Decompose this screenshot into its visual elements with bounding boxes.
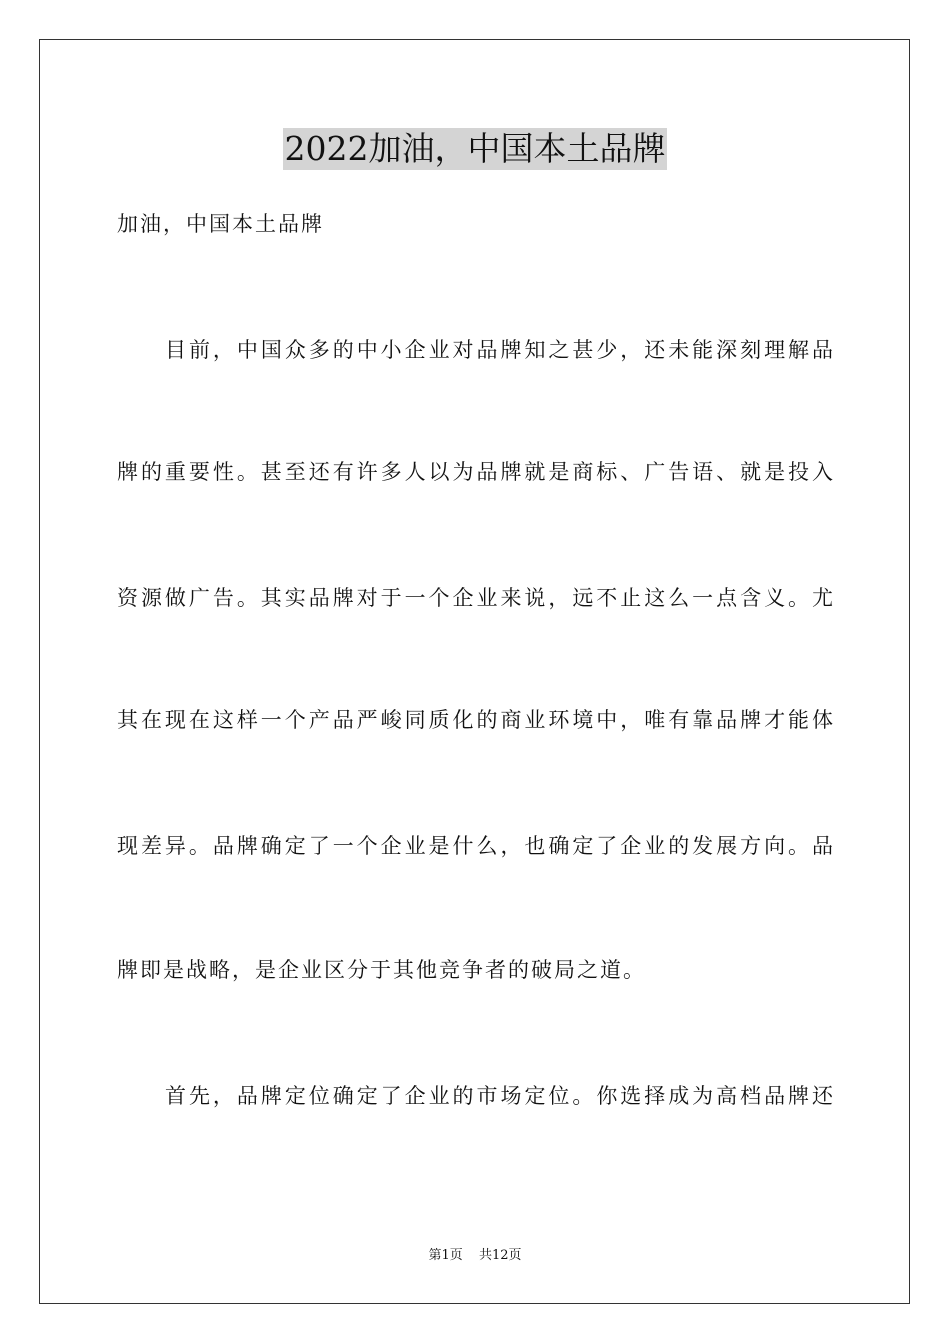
page-total: 共12页 [478, 1248, 522, 1263]
page-footer [0, 1247, 950, 1265]
paragraph-line: 资源做广告。其实品牌对于一个企业来说，远不止这么一点含义。尤 [117, 586, 833, 610]
document-title: 2022加油，中国本土品牌 [284, 129, 666, 168]
paragraph-line: 牌的重要性。甚至还有许多人以为品牌就是商标、广告语、就是投入 [117, 460, 833, 484]
paragraph-line: 目前，中国众多的中小企业对品牌知之甚少，还未能深刻理解品 [165, 338, 833, 362]
title-container [0, 128, 950, 170]
paragraph-line: 其在现在这样一个产品严峻同质化的商业环境中，唯有靠品牌才能体 [117, 708, 833, 732]
paragraph-line: 牌即是战略，是企业区分于其他竞争者的破局之道。 [117, 958, 646, 982]
document-subtitle: 加油，中国本土品牌 [117, 212, 324, 236]
paragraph-line: 现差异。品牌确定了一个企业是什么，也确定了企业的发展方向。品 [117, 834, 833, 858]
page-number: 第1页 [428, 1248, 463, 1263]
paragraph-line: 首先，品牌定位确定了企业的市场定位。你选择成为高档品牌还 [165, 1084, 833, 1108]
